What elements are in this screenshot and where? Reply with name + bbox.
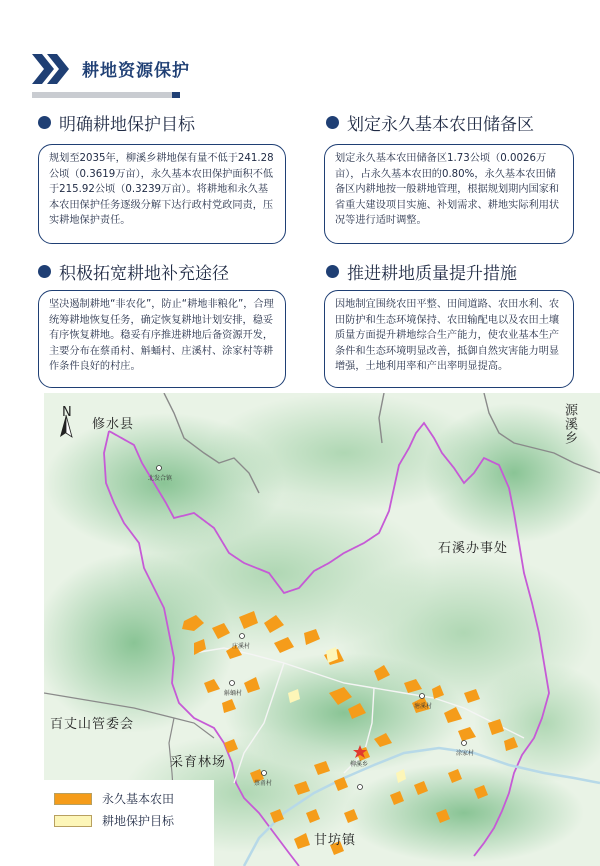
header-divider-accent [172, 92, 180, 98]
double-chevron-icon [32, 54, 72, 84]
map-label-xiushui: 修水县 [92, 417, 135, 432]
map-label-baizhangshan: 百丈山管委会 [50, 717, 135, 732]
section-title-supplement-paths: 积极拓宽耕地补充途径 [38, 259, 229, 284]
page-title: 耕地资源保护 [82, 61, 190, 81]
page-header [32, 52, 312, 86]
section-box-quality-improvement: 因地制宜围绕农田平整、田间道路、农田水利、农田防护和生态环境保持、农田输配电以及农田土壤质量方面提升耕地综合生产能力，使农业基本生产条件和生态环境明显改善，抵御自然灾害能力明显增强，土地利用率和产出率明显提高。 [324, 290, 574, 388]
village-label: 斛蛹村 [224, 690, 243, 697]
section-title-quality-improvement: 推进耕地质量提升措施 [326, 259, 517, 284]
section-box-supplement-paths: 坚决遏制耕地“非农化”，防止“耕地非粮化”，合理统筹耕地恢复任务，确定恢复耕地计划安排，稳妥有序恢复耕地。稳妥有序推进耕地后备资源开发，主要分布在蔡甬村、斛蛹村、庄溪村、涂家村等耕作条件良好的村庄。 [38, 290, 286, 388]
village-label: 庄溪村 [232, 643, 251, 650]
bullet-dot-icon [326, 116, 339, 129]
map-label-shixi: 石溪办事处 [438, 541, 509, 556]
section-title-reserve-area: 划定永久基本农田储备区 [326, 110, 534, 135]
map-label-caiyu: 采育林场 [170, 755, 227, 770]
legend-item-permanent-farmland: 永久基本农田 [54, 790, 174, 807]
map-north-label: N [62, 405, 73, 420]
legend-swatch [54, 815, 92, 827]
legend-item-protection-target: 耕地保护目标 [54, 812, 174, 829]
header-divider [32, 92, 172, 98]
bullet-dot-icon [38, 116, 51, 129]
bullet-dot-icon [38, 265, 51, 278]
bullet-dot-icon [326, 265, 339, 278]
village-label: 塘溪村 [414, 703, 433, 710]
map-label-ganfang: 甘坊镇 [314, 833, 357, 848]
section-box-protection-goal: 规划至2035年，柳溪乡耕地保有量不低于241.28公顷（0.3619万亩），永久基本农田保护面积不低于215.92公顷（0.3239万亩）。将耕地和永久基本农田保护任务逐级分解下达行政村党政同责，压实耕地保护责任。 [38, 144, 286, 244]
section-title-protection-goal: 明确耕地保护目标 [38, 110, 195, 135]
map-legend [44, 780, 214, 866]
village-label: 北发合镇 [148, 475, 173, 482]
village-label: 涂家村 [456, 750, 475, 757]
section-box-reserve-area: 划定永久基本农田储备区1.73公顷（0.0026万亩），占永久基本农田的0.80%，永久基本农田储备区内耕地按一般耕地管理，根据规划期内国家和省重大建设项目实施、补划需求、耕地实际利用状况等进行适时调整。 [324, 144, 574, 244]
village-label: 蔡甬村 [254, 780, 273, 787]
map-label-yuanxi: 源溪乡 [562, 403, 577, 445]
legend-swatch [54, 793, 92, 805]
village-label: 柳溪乡 [350, 761, 369, 768]
